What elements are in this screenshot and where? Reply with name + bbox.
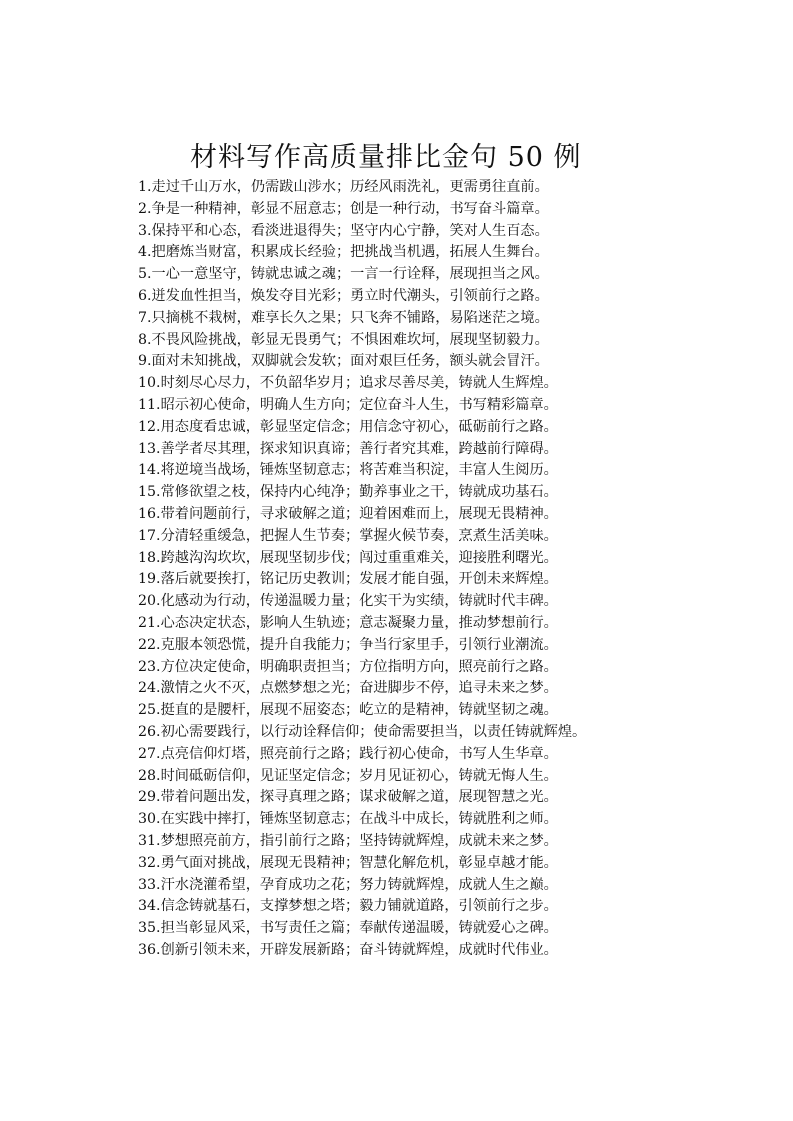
sentence-item: 2.争是一种精神，彰显不屈意志；创是一种行动，书写奋斗篇章。 [138, 200, 549, 217]
sentence-item: 8.不畏风险挑战，彰显无畏勇气；不惧困难坎坷，展现坚韧毅力。 [138, 331, 549, 348]
sentence-item: 28.时间砥砺信仰，见证坚定信念；岁月见证初心，铸就无悔人生。 [138, 767, 558, 784]
sentence-item: 29.带着问题出发，探寻真理之路；谋求破解之道，展现智慧之光。 [138, 789, 558, 806]
sentence-item: 33.汗水浇灌希望，孕育成功之花；努力铸就辉煌，成就人生之巅。 [138, 876, 558, 893]
sentence-item: 15.常修欲望之枝，保持内心纯净；勤养事业之干，铸就成功基石。 [138, 484, 558, 501]
sentence-item: 5.一心一意坚守，铸就忠诚之魂；一言一行诠释，展现担当之风。 [138, 266, 549, 283]
sentence-item: 13.善学者尽其理，探求知识真谛；善行者究其难，跨越前行障碍。 [138, 440, 558, 457]
sentence-item: 17.分清轻重缓急，把握人生节奏；掌握火候节奏，烹煮生活美味。 [138, 527, 558, 544]
sentence-item: 11.昭示初心使命，明确人生方向；定位奋斗人生，书写精彩篇章。 [138, 396, 558, 413]
sentence-item: 1.走过千山万水，仍需跋山涉水；历经风雨洗礼，更需勇往直前。 [138, 179, 549, 195]
sentence-item: 24.激情之火不灭，点燃梦想之光；奋进脚步不停，追寻未来之梦。 [138, 680, 558, 697]
sentence-item: 19.落后就要挨打，铭记历史教训；发展才能自强，开创未来辉煌。 [138, 571, 558, 588]
sentence-item: 4.把磨炼当财富，积累成长经验；把挑战当机遇，拓展人生舞台。 [138, 244, 549, 261]
sentence-list [138, 177, 658, 962]
sentence-item: 18.跨越沟沟坎坎，展现坚韧步伐；闯过重重难关，迎接胜利曙光。 [138, 549, 558, 566]
sentence-item: 22.克服本领恐慌，提升自我能力；争当行家里手，引领行业潮流。 [138, 636, 558, 653]
sentence-item: 16.带着问题前行，寻求破解之道；迎着困难而上，展现无畏精神。 [138, 505, 558, 522]
sentence-item: 34.信念铸就基石，支撑梦想之塔；毅力铺就道路，引领前行之步。 [138, 898, 558, 915]
sentence-item: 30.在实践中摔打，锤炼坚韧意志；在战斗中成长，铸就胜利之师。 [138, 811, 558, 828]
sentence-item: 32.勇气面对挑战，展现无畏精神；智慧化解危机，彰显卓越才能。 [138, 854, 558, 871]
sentence-item: 26.初心需要践行，以行动诠释信仰；使命需要担当，以责任铸就辉煌。 [138, 723, 587, 740]
sentence-item: 7.只摘桃不栽树，难享长久之果；只飞奔不铺路，易陷迷茫之境。 [138, 309, 549, 326]
sentence-item: 21.心态决定状态，影响人生轨迹；意志凝聚力量，推动梦想前行。 [138, 614, 558, 631]
sentence-item: 20.化感动为行动，传递温暖力量；化实干为实绩，铸就时代丰碑。 [138, 593, 558, 610]
sentence-item: 9.面对未知挑战，双脚就会发软；面对艰巨任务，额头就会冒汗。 [138, 353, 549, 370]
sentence-item: 25.挺直的是腰杆，展现不屈姿态；屹立的是精神，铸就坚韧之魂。 [138, 702, 558, 719]
sentence-item: 35.担当彰显风采，书写责任之篇；奉献传递温暖，铸就爱心之碑。 [138, 920, 558, 937]
sentence-item: 27.点亮信仰灯塔，照亮前行之路；践行初心使命，书写人生华章。 [138, 745, 558, 762]
sentence-item: 3.保持平和心态，看淡进退得失；坚守内心宁静，笑对人生百态。 [138, 222, 549, 239]
document-title: 材料写作高质量排比金句 50 例 [190, 142, 582, 173]
sentence-item: 12.用态度看忠诚，彰显坚定信念；用信念守初心，砥砺前行之路。 [138, 418, 558, 435]
sentence-item: 14.将逆境当战场，锤炼坚韧意志；将苦难当积淀，丰富人生阅历。 [138, 462, 558, 479]
sentence-item: 6.迸发血性担当，焕发夺目光彩；勇立时代潮头，引领前行之路。 [138, 287, 549, 304]
sentence-item: 10.时刻尽心尽力，不负韶华岁月；追求尽善尽美，铸就人生辉煌。 [138, 375, 558, 392]
sentence-item: 23.方位决定使命，明确职责担当；方位指明方向，照亮前行之路。 [138, 658, 558, 675]
sentence-item: 36.创新引领未来，开辟发展新路；奋斗铸就辉煌，成就时代伟业。 [138, 941, 558, 958]
sentence-item: 31.梦想照亮前方，指引前行之路；坚持铸就辉煌，成就未来之梦。 [138, 832, 558, 849]
